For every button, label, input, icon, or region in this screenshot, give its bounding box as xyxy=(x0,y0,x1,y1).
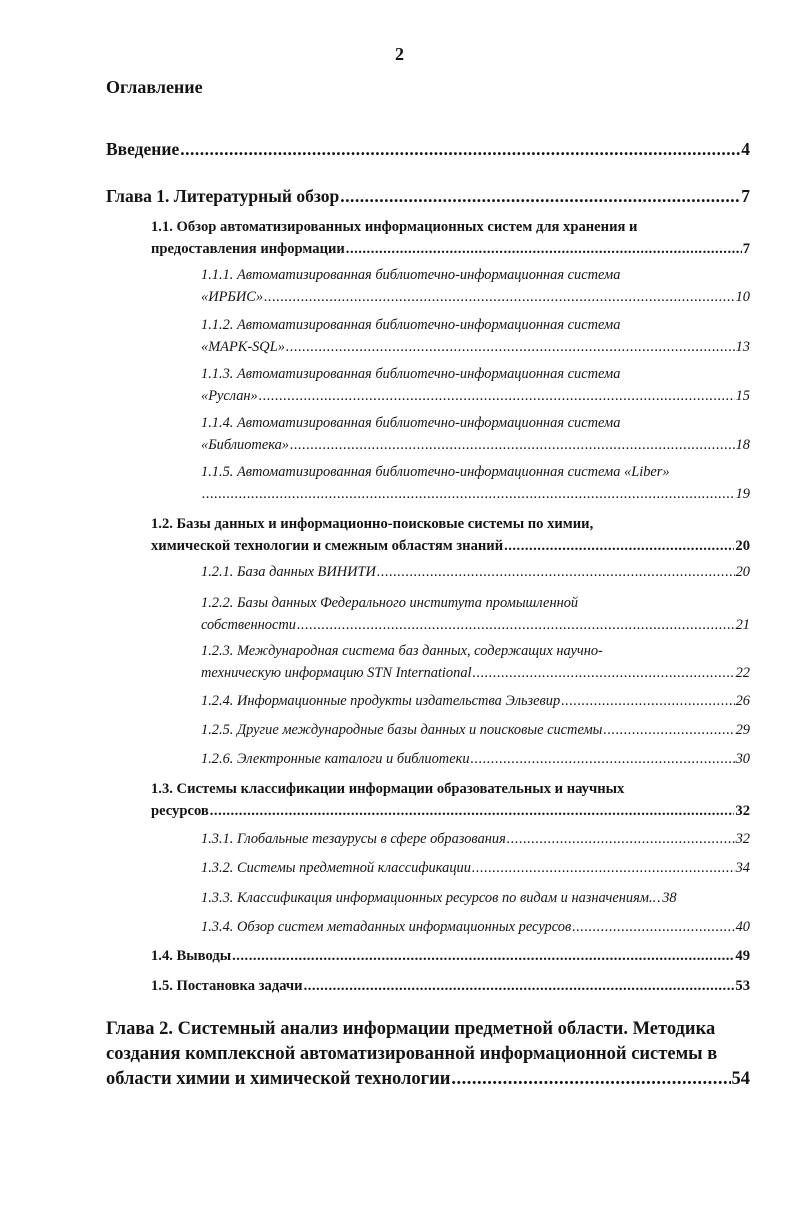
toc-entry-text: 1.3.3. Классификация информационных ресурсов по видам и назначениям.. xyxy=(201,890,657,906)
toc-entry-text-cont: «МАРК-SQL» xyxy=(201,339,285,355)
leader-dots xyxy=(572,916,734,938)
toc-entry-text: 1.3.4. Обзор систем метаданных информационных ресурсов xyxy=(201,919,572,935)
toc-entry-text: 1.1.2. Автоматизированная библиотечно-информационная система xyxy=(201,317,621,333)
toc-entry-text: 1.2.6. Электронные каталоги и библиотеки xyxy=(201,751,470,767)
toc-entry-1-3-4[interactable] xyxy=(201,916,750,938)
toc-entry-1-3[interactable] xyxy=(151,778,750,822)
toc-entry-1-1-2[interactable] xyxy=(201,314,750,358)
page-number: 2 xyxy=(395,44,404,64)
leader-dots xyxy=(561,690,734,712)
toc-page-number: 19 xyxy=(735,486,750,502)
leader-dots xyxy=(290,434,735,456)
toc-entry-1-4[interactable] xyxy=(151,945,750,967)
leader-dots xyxy=(259,385,735,407)
toc-entry-1-1[interactable] xyxy=(151,216,750,260)
toc-entry-1-1-5[interactable] xyxy=(201,461,750,505)
toc-entry-1-2[interactable] xyxy=(151,513,750,557)
toc-page-number: 54 xyxy=(731,1069,750,1089)
toc-entry-text-cont: предоставления информации xyxy=(151,241,345,257)
toc-entry-text: 1.1. Обзор автоматизированных информационных систем для хранения и xyxy=(151,219,638,235)
toc-entry-chapter-1[interactable] xyxy=(106,185,750,207)
toc-page-number: 7 xyxy=(741,186,750,206)
toc-entry-text-cont: области химии и химической технологии xyxy=(106,1069,451,1089)
toc-page-number: 34 xyxy=(735,860,750,876)
leader-dots xyxy=(180,138,740,160)
toc-entry-text: 1.3.1. Глобальные тезаурусы в сфере образования xyxy=(201,831,506,847)
toc-page-number: 10 xyxy=(735,289,750,305)
toc-entry-text: 1.2.3. Международная система баз данных, содержащих научно- xyxy=(201,643,603,659)
toc-entry-1-2-2[interactable] xyxy=(201,592,750,636)
toc-entry-1-2-6[interactable] xyxy=(201,748,750,770)
toc-entry-text-cont: создания комплексной автоматизированной информационной системы в xyxy=(106,1044,718,1064)
leader-dots xyxy=(202,483,735,505)
leader-dots xyxy=(232,945,734,967)
leader-dots xyxy=(603,719,734,741)
toc-entry-1-1-4[interactable] xyxy=(201,412,750,456)
toc-page-number: 13 xyxy=(735,339,750,355)
toc-entry-text-cont: техническую информацию STN International xyxy=(201,665,472,681)
leader-dots xyxy=(340,185,740,207)
toc-page-number: 53 xyxy=(735,978,750,994)
toc-entry-text: Глава 2. Системный анализ информации предметной области. Методика xyxy=(106,1019,716,1039)
leader-dots xyxy=(210,800,735,822)
toc-entry-text: 1.3. Системы классификации информации образовательных и научных xyxy=(151,781,625,797)
toc-entry-text: 1.3.2. Системы предметной классификации xyxy=(201,860,471,876)
toc-entry-1-3-1[interactable] xyxy=(201,828,750,850)
leader-dots xyxy=(297,614,735,636)
toc-page-number: 29 xyxy=(735,722,750,738)
toc-entry-text: 1.2.1. База данных ВИНИТИ xyxy=(201,564,376,580)
toc-entry-text: 1.1.1. Автоматизированная библиотечно-информационная система xyxy=(201,267,621,283)
toc-entry-1-2-5[interactable] xyxy=(201,719,750,741)
toc-entry-text: 1.2.5. Другие международные базы данных и поисковые системы xyxy=(201,722,603,738)
toc-page-number: 38 xyxy=(662,890,677,906)
toc-page-number: 4 xyxy=(741,139,750,159)
toc-entry-text: 1.1.4. Автоматизированная библиотечно-информационная система xyxy=(201,415,621,431)
leader-dots xyxy=(507,828,735,850)
toc-page-number: 49 xyxy=(735,948,750,964)
toc-entry-text-cont: «ИРБИС» xyxy=(201,289,264,305)
toc-entry-1-5[interactable] xyxy=(151,975,750,997)
toc-entry-chapter-2[interactable] xyxy=(106,1017,750,1092)
toc-entry-1-1-1[interactable] xyxy=(201,264,750,308)
toc-page-number: 21 xyxy=(735,617,750,633)
toc-entry-text-cont: химической технологии и смежным областям знаний xyxy=(151,538,504,554)
toc-entry-text: 1.4. Выводы xyxy=(151,948,232,964)
toc-entry-text-cont: «Руслан» xyxy=(201,388,258,404)
toc-page-number: 22 xyxy=(735,665,750,681)
toc-entry-text: 1.5. Постановка задачи xyxy=(151,978,303,994)
leader-dots xyxy=(304,975,735,997)
toc-entry-1-3-2[interactable] xyxy=(201,857,750,879)
toc-entry-1-2-4[interactable] xyxy=(201,690,750,712)
toc-entry-text: Глава 1. Литературный обзор xyxy=(106,186,340,206)
toc-entry-text: Введение xyxy=(106,139,180,159)
toc-entry-text: 1.2.2. Базы данных Федерального института промышленной xyxy=(201,595,579,611)
toc-entry-text: 1.1.5. Автоматизированная библиотечно-информационная система «Liber» xyxy=(201,464,670,480)
toc-page-number: 40 xyxy=(735,919,750,935)
toc-page-number: 15 xyxy=(735,388,750,404)
toc-page-number: 20 xyxy=(735,564,750,580)
leader-dots xyxy=(286,336,735,358)
leader-dots xyxy=(471,748,735,770)
toc-entry-text-cont: ресурсов xyxy=(151,803,209,819)
toc-page-number: 30 xyxy=(735,751,750,767)
toc-page-number: 7 xyxy=(742,241,750,257)
toc-entry-1-3-3[interactable] xyxy=(201,887,750,909)
toc-title: Оглавление xyxy=(106,77,203,97)
toc-entry-text: 1.2. Базы данных и информационно-поисковые системы по химии, xyxy=(151,516,594,532)
toc-page-number: 32 xyxy=(735,803,750,819)
toc-entry-intro[interactable] xyxy=(106,138,750,160)
toc-entry-text-cont: «Библиотека» xyxy=(201,437,289,453)
leader-dots xyxy=(472,857,735,879)
toc-entry-1-2-1[interactable] xyxy=(201,561,750,583)
toc-page-number: 20 xyxy=(735,538,750,554)
toc-page-number: 32 xyxy=(735,831,750,847)
leader-dots xyxy=(473,662,735,684)
leader-dots xyxy=(657,887,661,909)
leader-dots xyxy=(377,561,735,583)
toc-entry-text-cont: собственности xyxy=(201,617,296,633)
toc-entry-1-1-3[interactable] xyxy=(201,363,750,407)
leader-dots xyxy=(451,1067,730,1092)
leader-dots xyxy=(346,238,742,260)
toc-entry-1-2-3[interactable] xyxy=(201,640,750,684)
toc-entry-text: 1.1.3. Автоматизированная библиотечно-информационная система xyxy=(201,366,621,382)
leader-dots xyxy=(264,286,735,308)
toc-entry-text: 1.2.4. Информационные продукты издательства Эльзевир xyxy=(201,693,561,709)
toc-page-number: 18 xyxy=(735,437,750,453)
leader-dots xyxy=(504,535,734,557)
toc-page-number: 26 xyxy=(735,693,750,709)
